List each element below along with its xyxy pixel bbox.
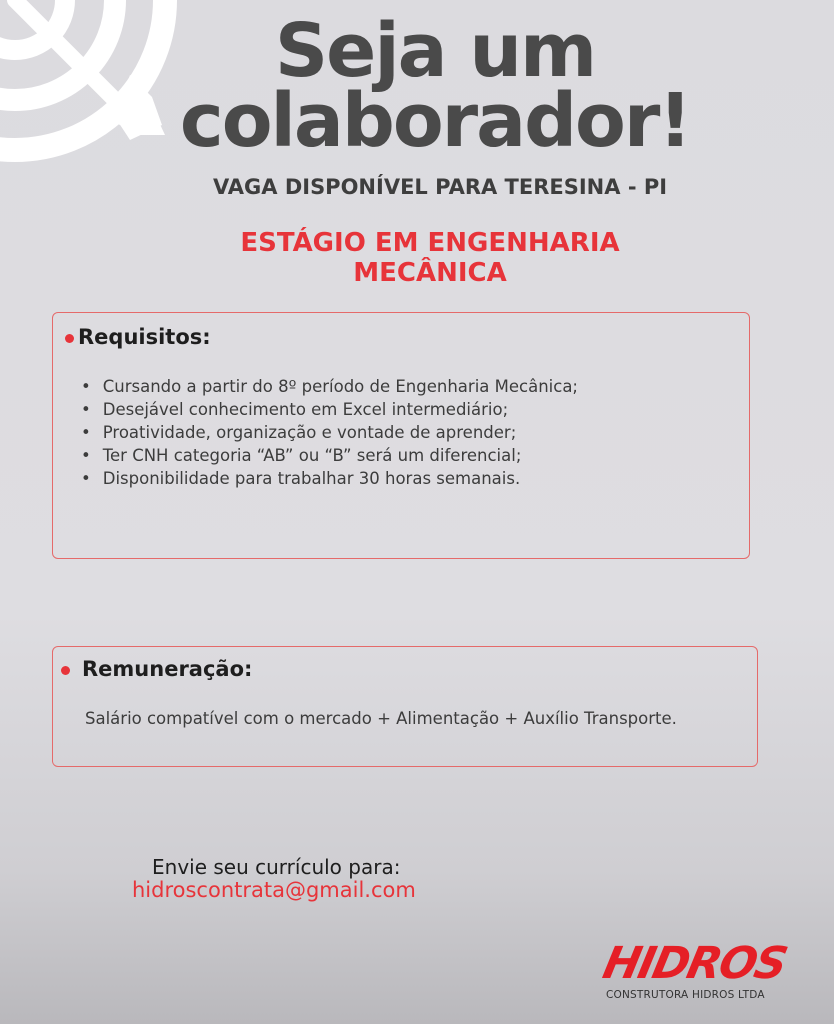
remuneration-box	[52, 646, 758, 767]
list-item: • Disponibilidade para trabalhar 30 horas semanais.	[81, 467, 578, 490]
bullet-dot-icon	[65, 334, 74, 343]
remuneration-title: Remuneração:	[82, 657, 253, 681]
headline-line-2: colaborador!	[179, 78, 691, 164]
contact-email-link[interactable]: hidroscontrata@gmail.com	[132, 878, 416, 902]
bullet-dot-icon	[61, 666, 70, 675]
list-item: • Desejável conhecimento em Excel intermediário;	[81, 398, 578, 421]
send-cv-label: Envie seu currículo para:	[152, 855, 401, 879]
list-item: • Proatividade, organização e vontade de aprender;	[81, 421, 578, 444]
vacancy-location: VAGA DISPONÍVEL PARA TERESINA - PI	[212, 175, 668, 199]
requirements-heading	[65, 325, 211, 349]
requirements-box	[52, 312, 750, 559]
position-title-line-1: ESTÁGIO EM ENGENHARIA	[240, 228, 620, 258]
position-title-line-2: MECÂNICA	[353, 258, 507, 288]
logo-subtitle: CONSTRUTORA HIDROS LTDA	[606, 989, 765, 1001]
requirements-title: Requisitos:	[78, 325, 211, 349]
logo-wordmark: HIDROS	[598, 938, 791, 989]
list-item: • Cursando a partir do 8º período de Engenharia Mecânica;	[81, 375, 578, 398]
list-item: • Ter CNH categoria “AB” ou “B” será um diferencial;	[81, 444, 578, 467]
headline-line-1: Seja um	[274, 8, 596, 94]
company-logo	[598, 938, 791, 1006]
remuneration-heading	[61, 657, 252, 681]
position-title	[200, 228, 660, 288]
remuneration-text: Salário compatível com o mercado + Alimentação + Auxílio Transporte.	[85, 709, 677, 728]
requirements-list	[81, 375, 578, 490]
